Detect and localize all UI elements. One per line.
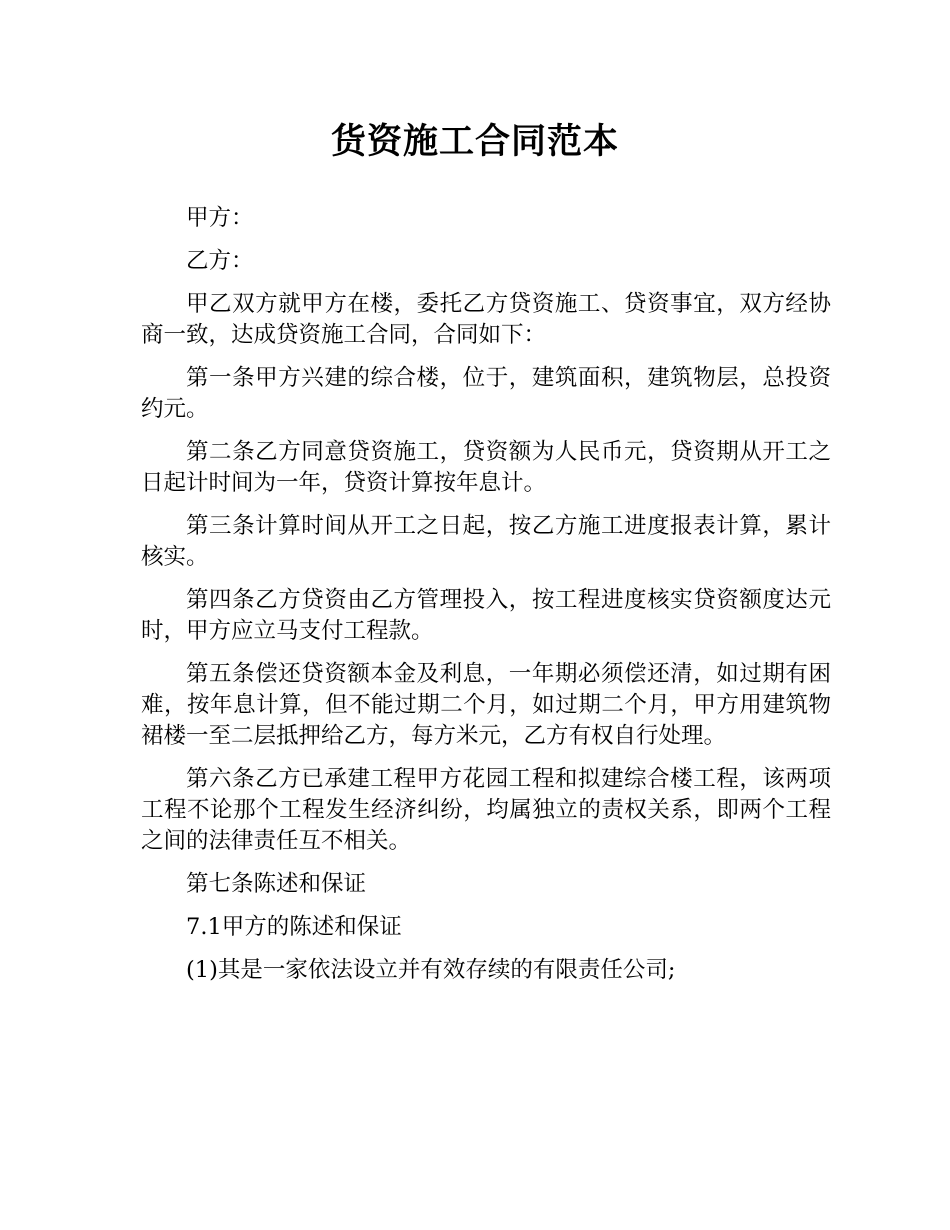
document-title: 货资施工合同范本 <box>330 122 619 162</box>
article-5-paragraph: 第五条偿还贷资额本金及利息，一年期必须偿还清，如过期有困难，按年息计算，但不能过期二个月，如过期二个月，甲方用建筑物裙楼一至二层抵押给乙方，每方米元，乙方有权自行处理。 <box>141 661 831 749</box>
article-2-paragraph: 第二条乙方同意贷资施工，贷资额为人民币元，贷资期从开工之日起计时间为一年，贷资计算按年息计。 <box>141 439 831 496</box>
article-6-paragraph: 第六条乙方已承建工程甲方花园工程和拟建综合楼工程，该两项工程不论那个工程发生经济纠纷，均属独立的责权关系，即两个工程之间的法律责任互不相关。 <box>141 766 831 854</box>
article-4-paragraph: 第四条乙方贷资由乙方管理投入，按工程进度核实贷资额度达元时，甲方应立马支付工程款。 <box>141 587 831 644</box>
document-body <box>141 203 831 998</box>
clause-1-paragraph: (1)其是一家依法设立并有效存续的有限责任公司; <box>186 957 676 983</box>
party-a-line: 甲方： <box>186 205 254 231</box>
article-1-paragraph: 第一条甲方兴建的综合楼，位于，建筑面积，建筑物层，总投资约元。 <box>141 365 831 422</box>
preamble-paragraph: 甲乙双方就甲方在楼，委托乙方贷资施工、贷资事宜，双方经协商一致，达成贷资施工合同，合同如下： <box>141 291 831 348</box>
section-7-1-heading: 7.1甲方的陈述和保证 <box>186 914 402 940</box>
article-3-paragraph: 第三条计算时间从开工之日起，按乙方施工进度报表计算，累计核实。 <box>141 513 831 570</box>
article-7-heading: 第七条陈述和保证 <box>186 871 367 897</box>
party-b-line: 乙方： <box>186 248 254 274</box>
